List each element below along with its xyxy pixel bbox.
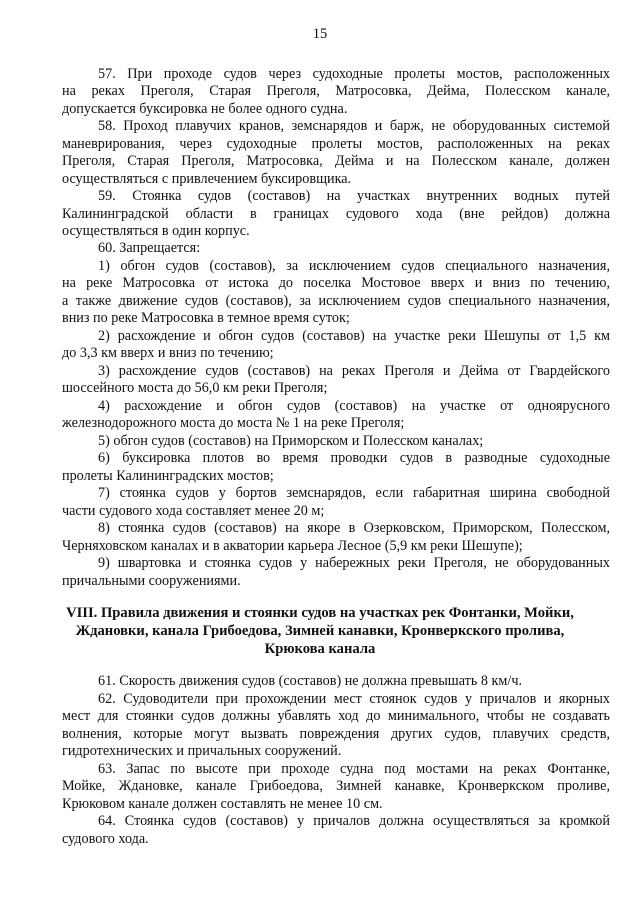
paragraph-64-line: судового хода. bbox=[62, 831, 149, 847]
paragraph-58-line: Преголя, Старая Преголя, Матросовка, Дейма и на Полесском канале, должен bbox=[62, 153, 610, 169]
list-item-6-line: пролеты Калининградских мостов; bbox=[62, 468, 274, 484]
paragraph-59-line: Калининградской области в границах судового хода (вне рейдов) должна bbox=[62, 206, 610, 222]
paragraph-59-line: 59. Стоянка судов (составов) на участках внутренних водных путей bbox=[98, 188, 610, 204]
list-item-1-line: на реке Матросовка от истока до поселка Мостовое вверх и вниз по течению, bbox=[62, 275, 610, 291]
list-item-3-line: шоссейного моста до 56,0 км реки Преголя; bbox=[62, 380, 328, 396]
paragraph-58-line: маневрирования, через судоходные пролеты мостов, расположенных на реках bbox=[62, 136, 610, 152]
list-item-4-line: железнодорожного моста до моста № 1 на реке Преголя; bbox=[62, 415, 405, 431]
page-number: 15 bbox=[312, 26, 328, 42]
list-item-2-line: 2) расхождение и обгон судов (составов) на участке реки Шешупы от 1,5 км bbox=[98, 328, 610, 344]
paragraph-64-line: 64. Стоянка судов (составов) у причалов должна осуществляться за кромкой bbox=[98, 813, 610, 829]
paragraph-57-line: 57. При проходе судов через судоходные пролеты мостов, расположенных bbox=[98, 66, 610, 82]
list-item-7-line: части судового хода составляет менее 20 м; bbox=[62, 503, 325, 519]
list-item-3-line: 3) расхождение судов (составов) на реках Преголя и Дейма от Гвардейского bbox=[98, 363, 610, 379]
paragraph-63-line: Мойке, Ждановке, канале Грибоедова, Зимней канавке, Кронверкском проливе, bbox=[62, 778, 610, 794]
paragraph-62-line: 62. Судоводители при прохождении мест стоянок судов у причалов и якорных bbox=[98, 691, 610, 707]
paragraph-58-line: осуществляться с привлечением буксировщика. bbox=[62, 171, 352, 187]
list-item-9-line: причальными сооружениями. bbox=[62, 573, 241, 589]
list-item-6-line: 6) буксировка плотов во время проводки судов в разводные судоходные bbox=[98, 450, 610, 466]
paragraph-62-line: мест для стоянки судов должны убавлять ход до минимального, чтобы не создавать bbox=[62, 708, 610, 724]
paragraph-60-title: 60. Запрещается: bbox=[98, 240, 201, 256]
section-heading-line: VIII. Правила движения и стоянки судов на участках рек Фонтанки, Мойки, bbox=[66, 605, 574, 621]
paragraph-57-line: допускается буксировка не более одного судна. bbox=[62, 101, 348, 117]
section-heading-line: Ждановки, канала Грибоедова, Зимней канавки, Кронверкского пролива, bbox=[75, 623, 565, 639]
list-item-1-line: а также движение судов (составов), за исключением судов специального назначения, bbox=[62, 293, 610, 309]
list-item-7-line: 7) стоянка судов у бортов земснарядов, если габаритная ширина свободной bbox=[98, 485, 610, 501]
list-item-4-line: 4) расхождение и обгон судов (составов) на участке от одноярусного bbox=[98, 398, 610, 414]
list-item-2-line: до 3,3 км вверх и вниз по течению; bbox=[62, 345, 274, 361]
list-item-9-line: 9) швартовка и стоянка судов у набережных реки Преголя, не оборудованных bbox=[98, 555, 610, 571]
paragraph-63-line: 63. Запас по высоте при проходе судна под мостами на реках Фонтанке, bbox=[98, 761, 610, 777]
list-item-8-line: Черняховском каналах и в акватории карьера Лесное (5,9 км реки Шешупе); bbox=[62, 538, 523, 554]
list-item-1-line: 1) обгон судов (составов), за исключением судов специального назначения, bbox=[98, 258, 610, 274]
paragraph-61-line: 61. Скорость движения судов (составов) не должна превышать 8 км/ч. bbox=[98, 673, 523, 689]
paragraph-59-line: осуществляться в один корпус. bbox=[62, 223, 250, 239]
paragraph-63-line: Крюковом канале должен составлять не менее 10 см. bbox=[62, 796, 383, 812]
paragraph-58-line: 58. Проход плавучих кранов, земснарядов и барж, не оборудованных системой bbox=[98, 118, 610, 134]
list-item-1-line: вниз по реке Матросовка в темное время суток; bbox=[62, 310, 350, 326]
list-item-5-line: 5) обгон судов (составов) на Приморском и Полесском каналах; bbox=[98, 433, 484, 449]
paragraph-62-line: волнения, которые могут вызвать повреждения других судов, плавучих средств, bbox=[62, 726, 610, 742]
section-heading-line: Крюкова канала bbox=[264, 641, 376, 657]
list-item-8-line: 8) стоянка судов (составов) на якоре в Озерковском, Приморском, Полесском, bbox=[98, 520, 610, 536]
paragraph-62-line: гидротехнических и причальных сооружений. bbox=[62, 743, 342, 759]
paragraph-57-line: на реках Преголя, Старая Преголя, Матросовка, Дейма, Полесском канале, bbox=[62, 83, 610, 99]
